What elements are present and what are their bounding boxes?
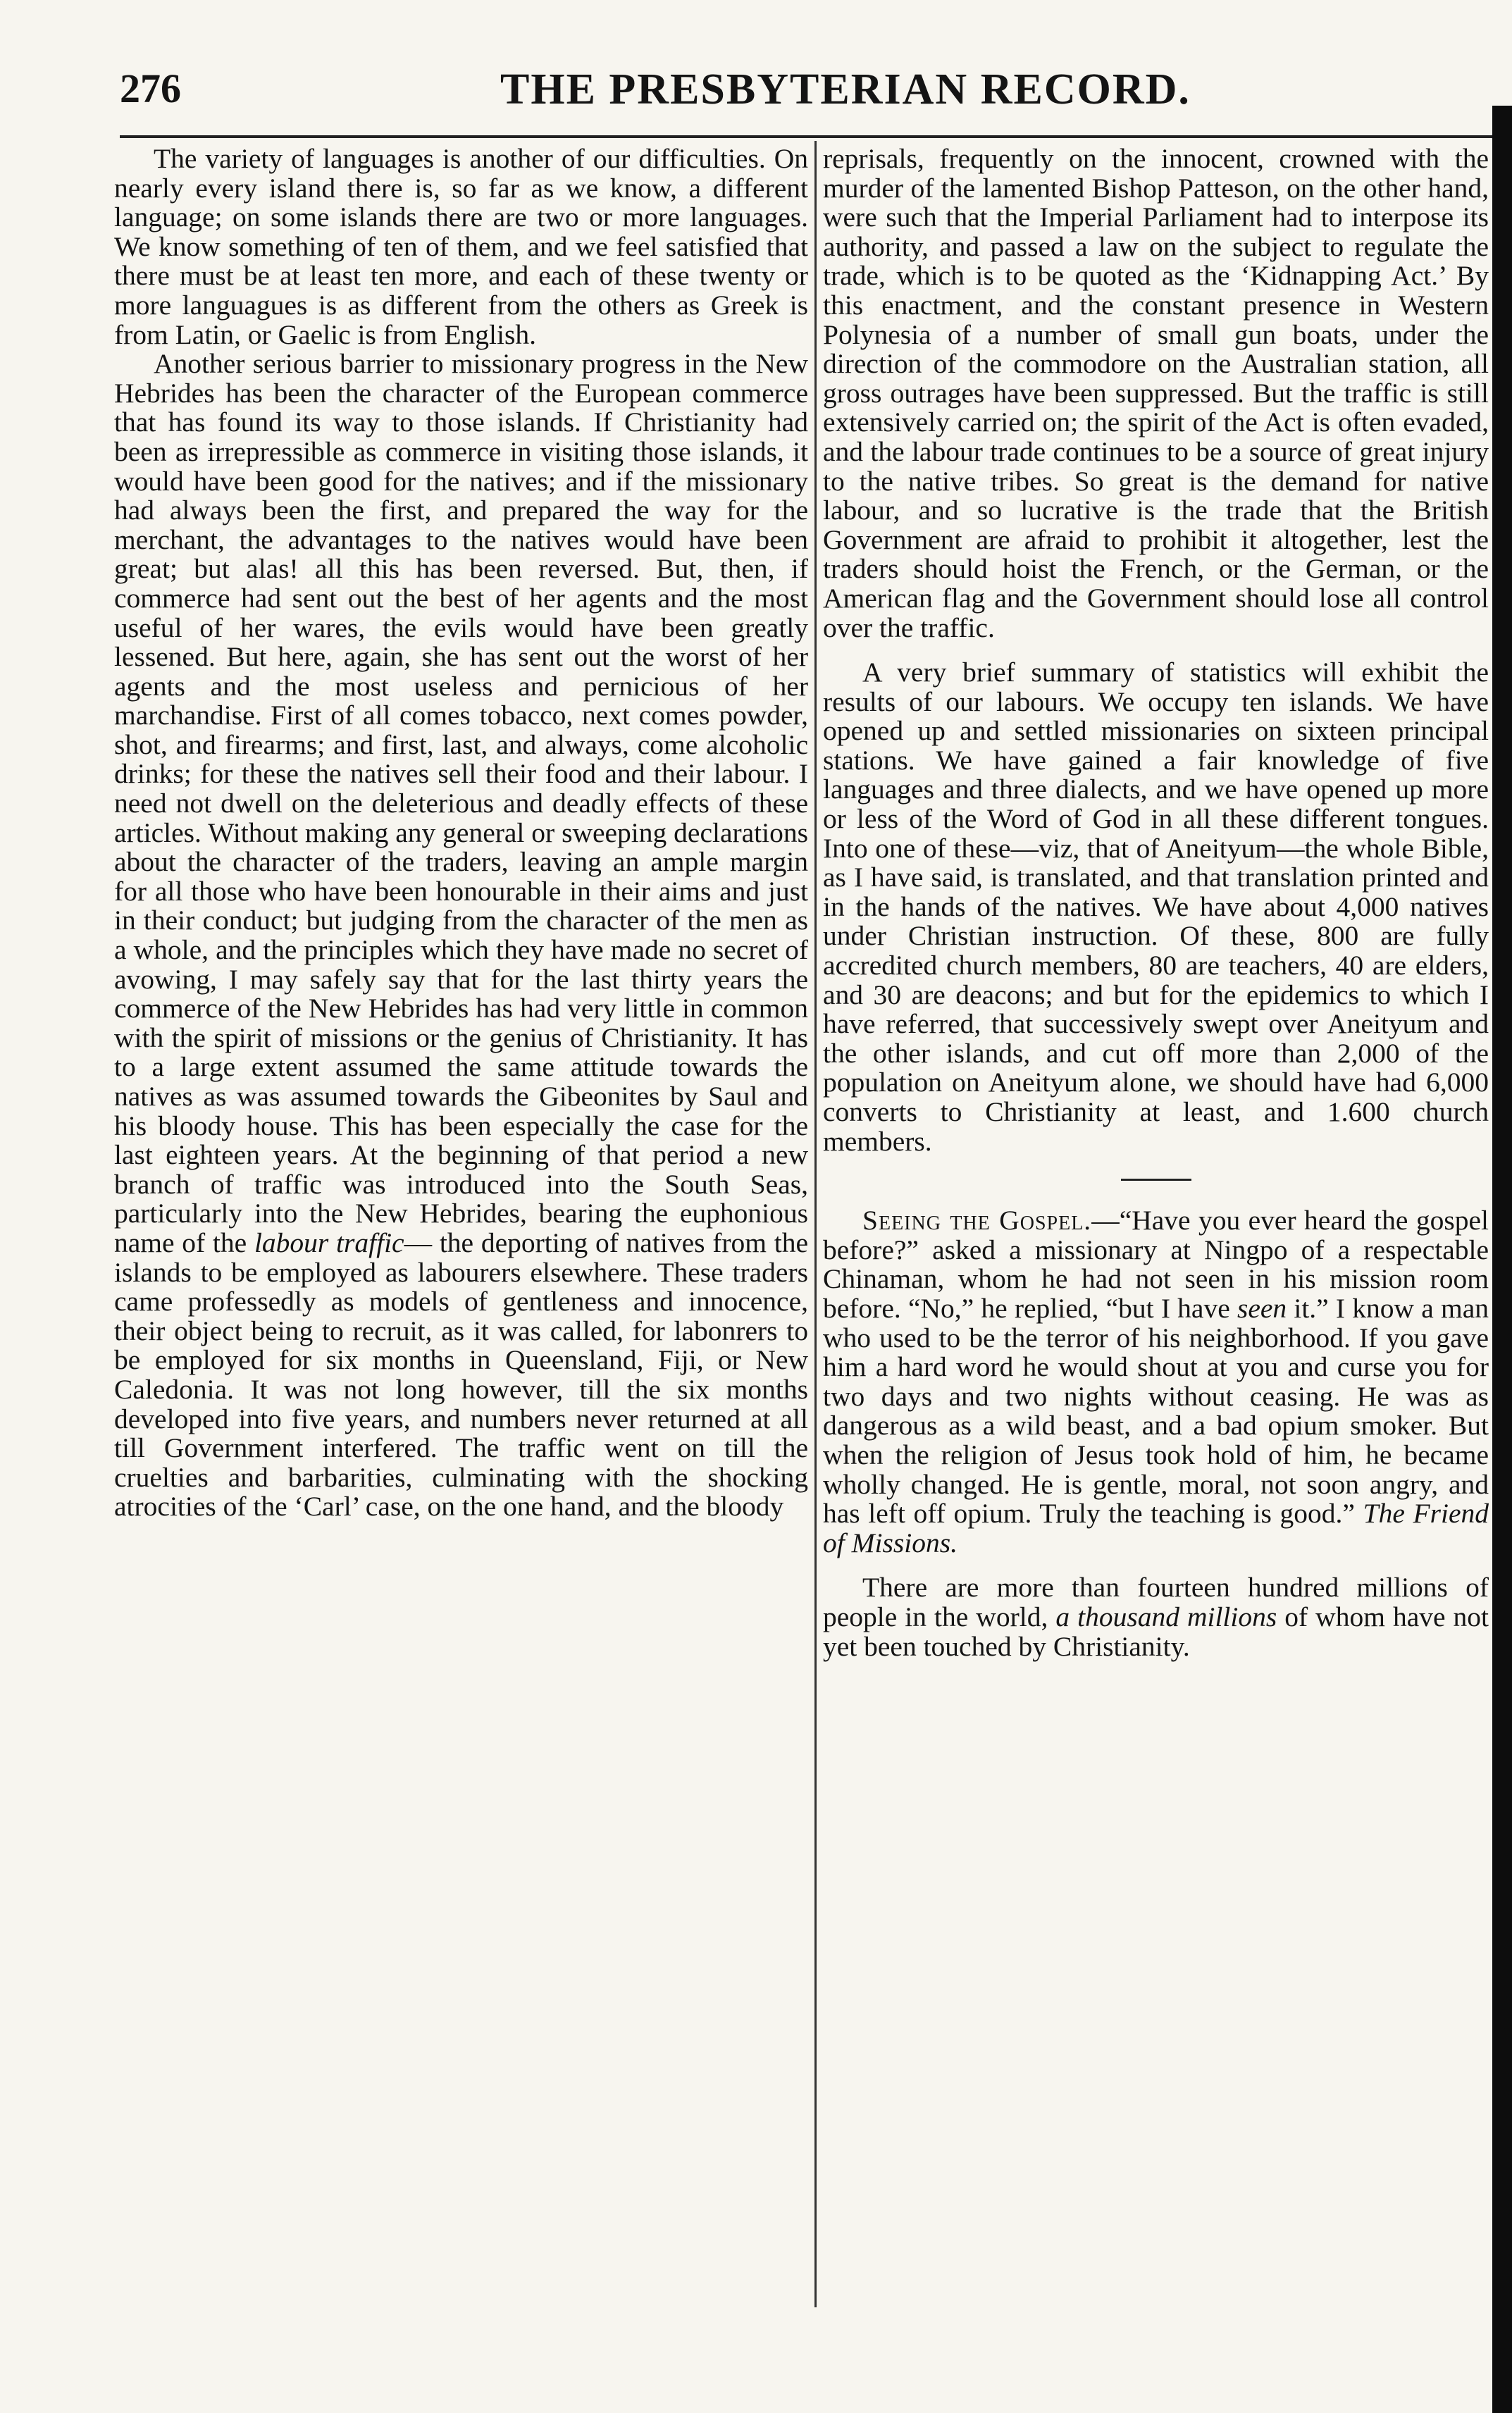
paragraph-reprisals: reprisals, frequently on the innocent, crowned with the murder of the lamented Bishop Patteson, on the other hand, were such that the Imperial Parliament had to interpose its authority, and passed a law on the subject to regulate the trade, which is to be quoted as the ‘Kidnapping Act.’ By this enactment, and the constant presence in Western Polynesia of a number of small gun boats, under the direction of the commodore on the Australian station, all gross outrages have been suppressed. But the traffic is still extensively carried on; the spirit of the Act is often evaded, and the labour trade continues to be a source of great injury to the native tribes. So great is the demand for native labour, and so lucrative is the trade that the British Government are afraid to prohibit it altogether, lest the traders should hoist the French, or the German, or the American flag and the Government should lose all control over the traffic. — [823, 143, 1489, 643]
paragraph-seeing-the-gospel — [823, 1206, 1489, 1558]
scan-edge-shadow — [1492, 106, 1512, 2413]
source-attribution: The Friend of Missions. — [823, 1498, 1489, 1558]
paragraph-gap — [823, 643, 1489, 658]
paragraph-commerce-text-a: Another serious barrier to missionary progress in the New Hebrides has been the character of the European commerce that has found its way to those islands. If Christianity had been as irrepressible as commerce in visiting those islands, it would have been good for the natives; and if the missionary had always been the first, and prepared the way for the merchant, the advantages to the natives would have been great; but alas! all this has been reversed. But, then, if commerce had sent out the best of her agents and the most useful of her wares, the evils would have been greatly lessened. But here, again, she has sent out the worst of her agents and the most useless and pernicious of her marchandise. First of all comes tobacco, next comes powder, shot, and firearms; and first, last, and always, come alcoholic drinks; for these the natives sell their food and their labour. I need not dwell on the deleterious and deadly effects of these articles. Without making any general or sweeping declarations about the character of the traders, leaving an ample margin for all those who have been honourable in their aims and just in their conduct; but judging from the character of the men as a whole, and the principles which they have made no secret of avowing, I may safely say that for the last thirty years the commerce of the New Hebrides has had very little in common with the spirit of missions or the genius of Christianity. It has to a large extent assumed the same attitude towards the natives as was assumed towards the Gibeonites by Saul and his bloody house. This has been especially the case for the last eighteen years. At the beginning of that period a new branch of traffic was introduced into the South Seas, particularly into the New Hebrides, bearing the euphonious name of the — [114, 348, 808, 1258]
population-text-b: of whom have not yet been touched by Christianity. — [823, 1601, 1489, 1662]
column-divider — [814, 141, 817, 2307]
page-number: 276 — [120, 66, 181, 111]
right-column — [823, 144, 1489, 1661]
population-text-a: There are more than fourteen hundred millions of people in the world, — [823, 1572, 1489, 1632]
article-lead-heading: Seeing the Gospel. — [862, 1205, 1092, 1236]
seen-emphasis: seen — [1237, 1292, 1287, 1324]
running-title: THE PRESBYTERIAN RECORD. — [500, 66, 1191, 113]
paragraph-gap — [823, 1558, 1489, 1573]
gospel-text-b: it.” I know a man who used to be the terror of his neighborhood. If you gave him a hard word he would shout at you and curse you for two days and two nights without ceasing. He was as dangerous as a wild beast, and a bad opium smoker. But when the religion of Jesus took hold of him, he became wholly changed. He is gentle, moral, not soon angry, and has left off opium. Truly the teaching is good.” — [823, 1292, 1489, 1530]
paragraph-population — [823, 1573, 1489, 1661]
section-separator-rule — [1121, 1179, 1191, 1181]
paragraph-commerce-text-b: — the deporting of natives from the islands to be employed as labourers elsewhere. These traders came professedly as models of gentleness and innocence, their object being to recruit, as it was called, for labonrers to be employed for six months in Queensland, Fiji, or New Caledonia. It was not long however, till the six months developed into five years, and numbers never returned at all till Government interfered. The traffic went on till the cruelties and barbarities, culminating with the shocking atrocities of the ‘Carl’ case, on the one hand, and the bloody — [114, 1227, 808, 1522]
left-column — [114, 144, 808, 1522]
paragraph-languages: The variety of languages is another of our difficulties. On nearly every island there is, so far as we know, a different language; on some islands there are two or more languages. We know something of ten of them, and we feel satisfied that there must be at least ten more, and each of these twenty or more languagues is as different from the others as Greek is from Latin, or Gaelic is from English. — [114, 143, 808, 350]
labour-traffic-term: labour traffic — [254, 1227, 404, 1258]
page-header — [120, 65, 1501, 128]
thousand-millions-emphasis: a thousand millions — [1055, 1601, 1277, 1632]
paragraph-statistics: A very brief summary of statistics will exhibit the results of our labours. We occupy ten islands. We have opened up and settled missionaries on sixteen principal stations. We have gained a fair knowledge of five languages and three dialects, and we have opened up more or less of the Word of God in all these different tongues. Into one of these—viz, that of Aneityum—the whole Bible, as I have said, is translated, and that translation printed and in the hands of the natives. We have about 4,000 natives under Christian instruction. Of these, 800 are fully accredited church members, 80 are teachers, 40 are elders, and 30 are deacons; and but for the epidemics to which I have referred, that successively swept over Aneityum and the other islands, and cut off more than 2,000 of the population on Aneityum alone, we should have had 6,000 converts to Christianity at least, and 1.600 church members. — [823, 657, 1489, 1157]
header-rule — [120, 135, 1501, 138]
gospel-text-a: —“Have you ever heard the gospel before?” asked a missionary at Ningpo of a respectable Chinaman, whom he had not seen in his mission room before. “No,” he replied, “but I have — [823, 1205, 1489, 1324]
paragraph-commerce — [114, 349, 808, 1522]
